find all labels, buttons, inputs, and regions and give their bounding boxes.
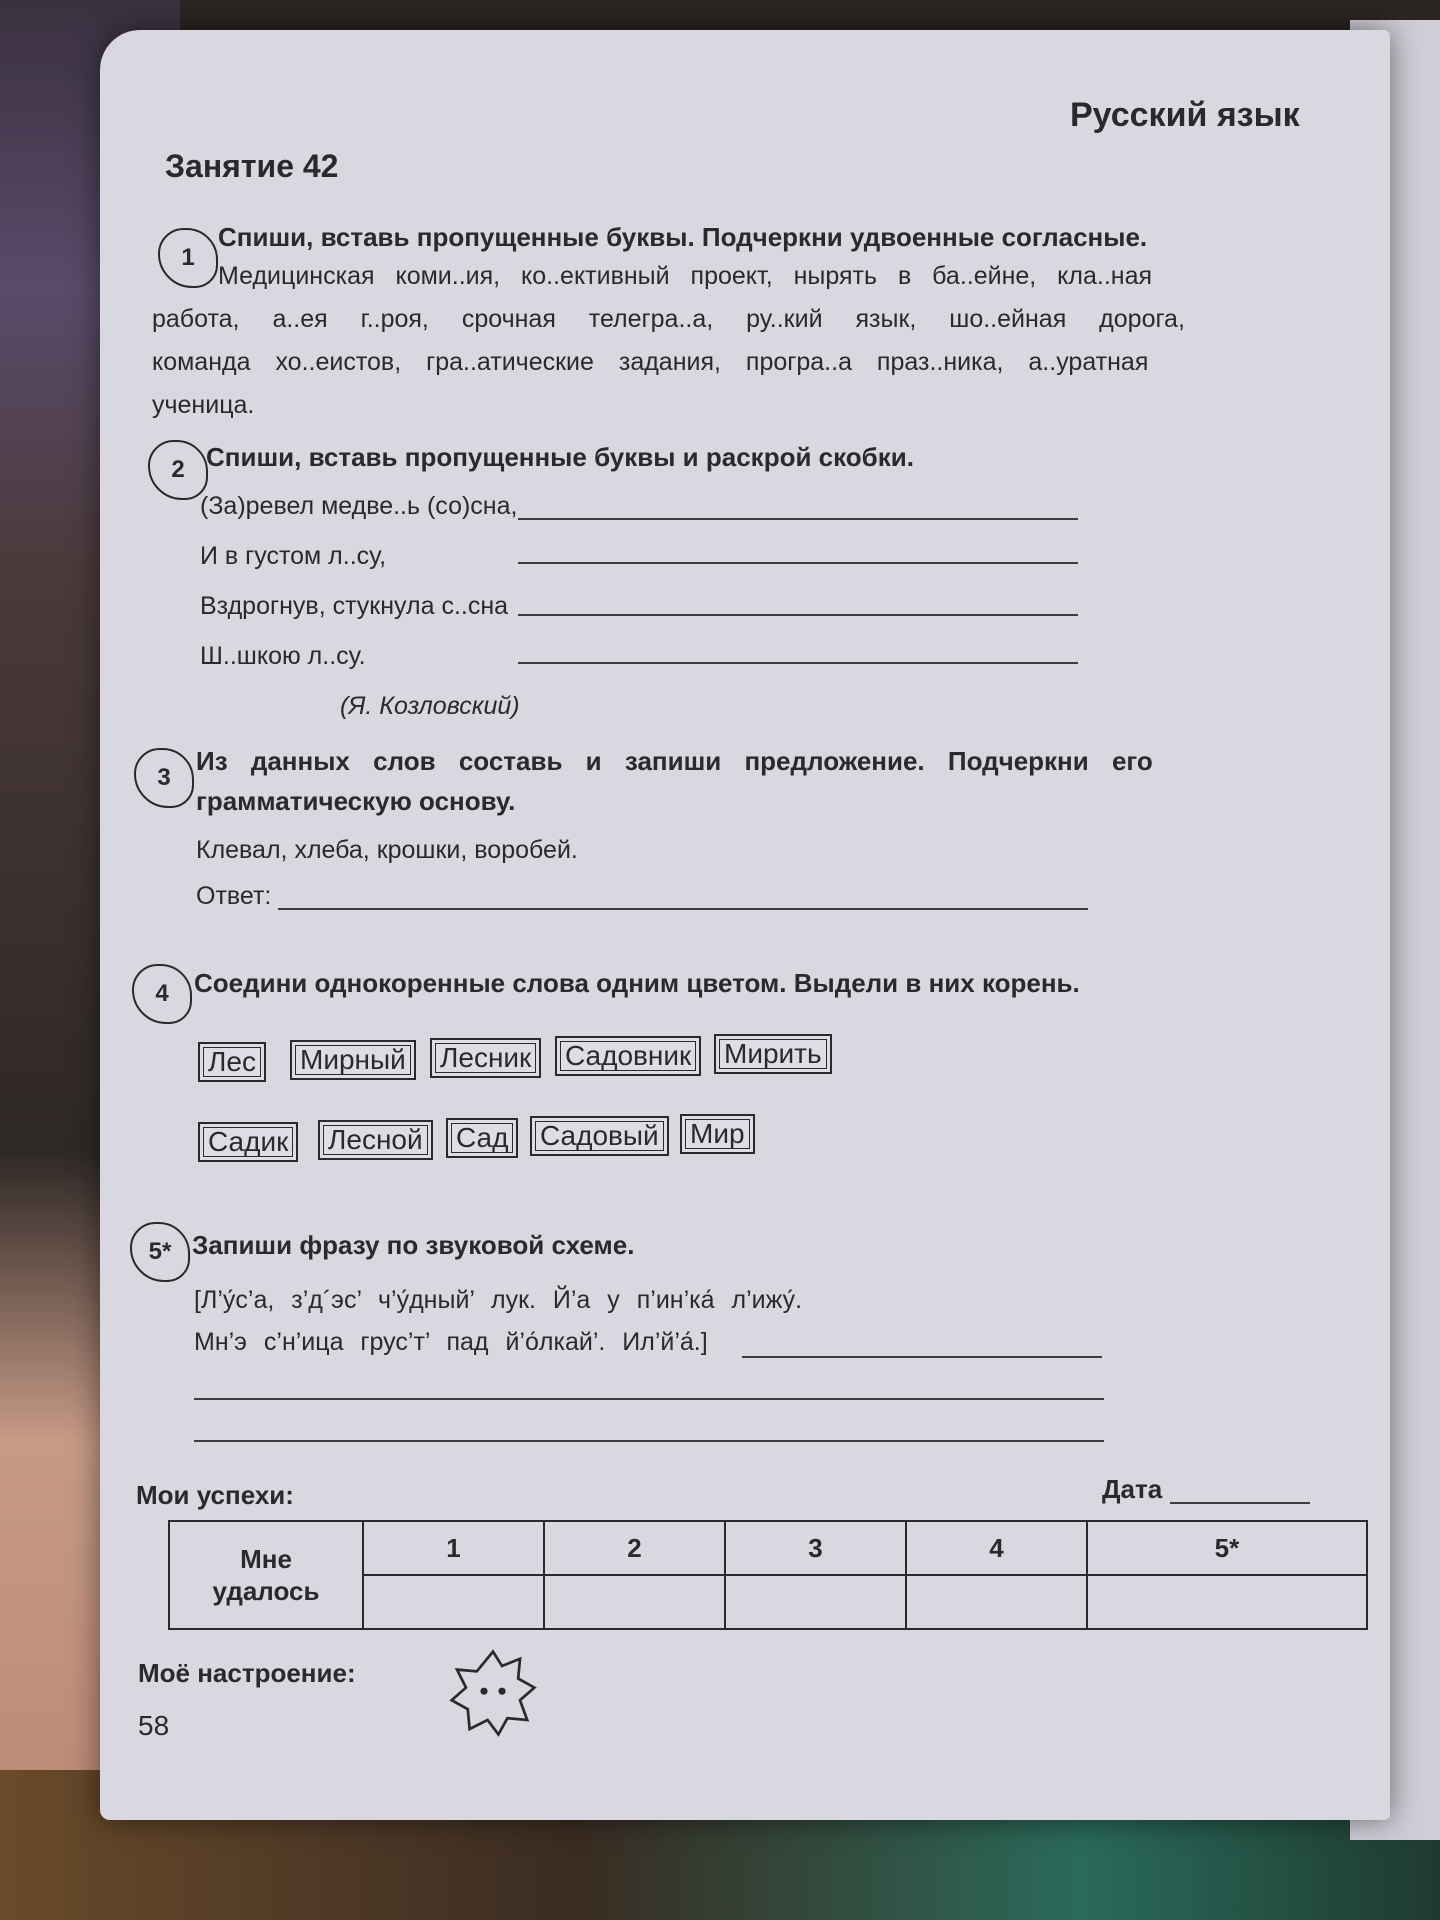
task-2-badge: 2 bbox=[148, 440, 208, 500]
task-4-title: Соедини однокоренные слова одним цветом. Выдели в них корень. bbox=[194, 968, 1080, 998]
workbook-page bbox=[100, 30, 1390, 1820]
success-col-4: 4 bbox=[906, 1521, 1087, 1575]
task-2-line-4: Ш..шкою л..су. bbox=[200, 642, 366, 670]
word-box-sad[interactable]: Сад bbox=[446, 1118, 518, 1158]
success-cell-5[interactable] bbox=[1087, 1575, 1367, 1629]
word-box-mirit[interactable]: Мирить bbox=[714, 1034, 832, 1074]
word-box-les[interactable]: Лес bbox=[198, 1042, 266, 1082]
task-1-line-4: ученица. bbox=[152, 391, 255, 419]
word-box-sadovnik[interactable]: Садовник bbox=[555, 1036, 701, 1076]
word-box-lesnoy[interactable]: Лесной bbox=[318, 1120, 433, 1160]
success-cell-2[interactable] bbox=[544, 1575, 725, 1629]
task-5-answer-line-3[interactable] bbox=[194, 1440, 1104, 1442]
task-3-answer-line[interactable] bbox=[278, 908, 1088, 910]
lesson-title: Занятие 42 bbox=[165, 148, 339, 184]
word-box-mirnyy[interactable]: Мирный bbox=[290, 1040, 416, 1080]
task-1-line-1: Медицинская коми..ия, ко..ективный проект, нырять в ба..ейне, кла..ная bbox=[218, 262, 1153, 290]
task-1-badge: 1 bbox=[158, 228, 218, 288]
task-5-title: Запиши фразу по звуковой схеме. bbox=[192, 1230, 635, 1260]
task-5-line-1: [Л’у́с’а, з’д´эс’ ч’у́дный’ лук. Й’а у п’ин’ка́ л’ижу́. bbox=[194, 1286, 803, 1314]
word-box-lesnik[interactable]: Лесник bbox=[430, 1038, 541, 1078]
task-2-line-3: Вздрогнув, стукнула с..сна bbox=[200, 592, 509, 620]
success-cell-1[interactable] bbox=[363, 1575, 544, 1629]
task-2-answer-line-4[interactable] bbox=[518, 662, 1078, 664]
task-5-line-2: Мн’э с’н’ица грус’т’ пад й’о́лкай’. Ил’й’а́.] bbox=[194, 1328, 708, 1356]
success-col-3: 3 bbox=[725, 1521, 906, 1575]
task-5-answer-line-2[interactable] bbox=[194, 1398, 1104, 1400]
task-2-answer-line-3[interactable] bbox=[518, 614, 1078, 616]
task-4-badge: 4 bbox=[132, 964, 192, 1024]
task-5-badge: 5* bbox=[130, 1222, 190, 1282]
mood-face-icon[interactable] bbox=[448, 1648, 538, 1738]
task-2-line-2: И в густом л..су, bbox=[200, 542, 387, 570]
success-table bbox=[168, 1520, 1368, 1630]
task-3-title-line-1: Из данных слов составь и запиши предложение. Подчеркни его bbox=[196, 746, 1153, 776]
word-box-sadovyy[interactable]: Садовый bbox=[530, 1116, 669, 1156]
success-cell-4[interactable] bbox=[906, 1575, 1087, 1629]
success-row-label-line-2: удалось bbox=[212, 1576, 320, 1606]
task-1-title: Спиши, вставь пропущенные буквы. Подчеркни удвоенные согласные. bbox=[218, 222, 1148, 252]
task-2-title: Спиши, вставь пропущенные буквы и раскрой скобки. bbox=[206, 442, 914, 472]
success-col-5: 5* bbox=[1087, 1521, 1367, 1575]
success-row-label-line-1: Мне bbox=[240, 1544, 292, 1574]
task-1-line-2: работа, а..ея г..роя, срочная телегра..а, ру..кий язык, шо..ейная дорога, bbox=[152, 305, 1185, 333]
success-col-1: 1 bbox=[363, 1521, 544, 1575]
page-number: 58 bbox=[138, 1710, 170, 1741]
task-1-line-3: команда хо..еистов, гра..атические задания, програ..а праз..ника, а..уратная bbox=[152, 348, 1149, 376]
task-3-answer-label: Ответ: bbox=[196, 882, 272, 910]
mood-label: Моё настроение: bbox=[138, 1658, 356, 1688]
success-cell-3[interactable] bbox=[725, 1575, 906, 1629]
task-3-words: Клевал, хлеба, крошки, воробей. bbox=[196, 836, 578, 864]
task-2-line-1: (За)ревел медве..ь (со)сна, bbox=[200, 492, 518, 520]
word-box-mir[interactable]: Мир bbox=[680, 1114, 755, 1154]
success-col-2: 2 bbox=[544, 1521, 725, 1575]
task-3-badge: 3 bbox=[134, 748, 194, 808]
task-3-title-line-2: грамматическую основу. bbox=[196, 786, 516, 816]
task-5-answer-line-1[interactable] bbox=[742, 1356, 1102, 1358]
success-label: Мои успехи: bbox=[136, 1480, 294, 1510]
subject-title: Русский язык bbox=[1070, 96, 1300, 134]
date-label: Дата bbox=[1102, 1474, 1163, 1504]
task-2-answer-line-2[interactable] bbox=[518, 562, 1078, 564]
word-box-sadik[interactable]: Садик bbox=[198, 1122, 298, 1162]
task-2-answer-line-1[interactable] bbox=[518, 518, 1078, 520]
success-row-label bbox=[169, 1521, 363, 1629]
task-2-author: (Я. Козловский) bbox=[340, 692, 520, 720]
date-answer-line[interactable] bbox=[1170, 1502, 1310, 1504]
